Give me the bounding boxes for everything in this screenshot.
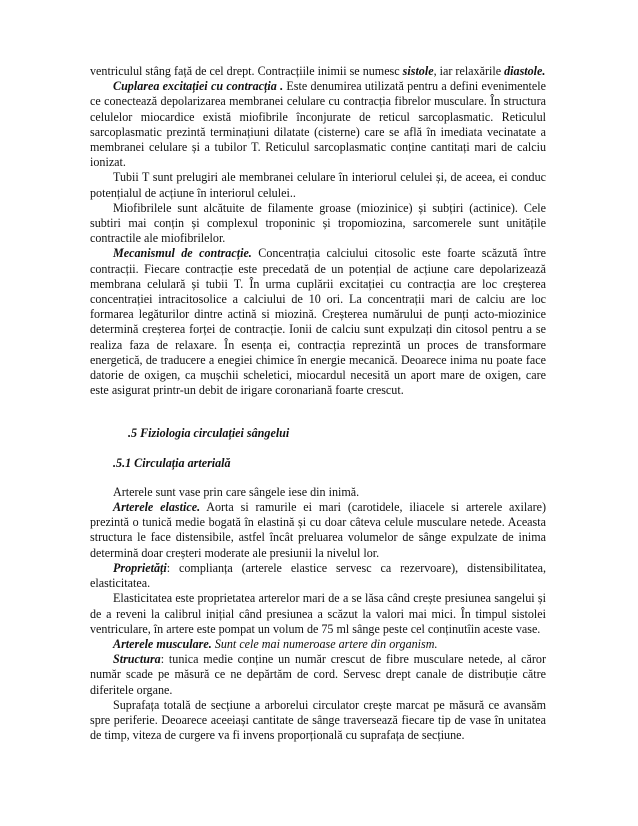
paragraph-structure <box>90 652 546 698</box>
paragraph-elastic-arteries <box>90 500 546 561</box>
paragraph-heading: Arterele musculare. <box>113 636 212 651</box>
paragraph-cross-section: Suprafața totală de secțiune a arborelui circulator crește marcat pe măsură ce avansăm spre periferie. Deoarece aceeiași cantitate de sânge traversează fiecare tip de vase în unitatea de timp, viteza de curgere va fi invens proporțională cu suprafața de secțiune. <box>90 697 546 743</box>
paragraph-body: Concentrația calciului citosolic este foarte scăzută între contracții. Fiecare contracție este precedată de un potențial de acțiune care depolarizează membrana celulară și tubii T. În urma cuplării excitației cu contracția are loc creșterea concentrației intracitosolice a calciului de 10 ori. La concentrații mari de calciu are loc formarea legăturilor dintre actină si miozină. Creșterea numărului de punți acto-miozinice determină creșterea forței de contracție. Ionii de calciu sunt expulzați din citosol pentru a se realiza faza de relaxare. În esența ei, contracția reprezintă un proces de transformare energetică, de traducere a enegiei chimice în energie mecanică. Deoarece inima nu poate face datorie de oxigen, ca mușchii scheletici, miocardul necesită un aport mare de oxigen, care este asigurat printr-un debit de irigare coronariană foarte crescut. <box>90 246 547 398</box>
text: , iar relaxările <box>433 64 505 78</box>
paragraph-heading: Cuplarea excitației cu contracția . <box>113 79 284 94</box>
paragraph-excitation-coupling <box>90 79 546 170</box>
paragraph-heading: Structura <box>113 652 161 667</box>
paragraph-muscular-arteries <box>90 637 546 652</box>
paragraph-elasticity: Elasticitatea este proprietatea arterelor mari de a se lăsa când crește presiunea sangelui și de a reveni la calibrul inițial când presiunea a scăzut la valori mai mici. În timpul sistolei ventriculare, în artere este pompat un volum de 75 ml sânge peste cel conținutîin aceste vase. <box>90 591 546 636</box>
paragraph-contraction-mechanism <box>90 246 546 398</box>
term-diastole: diastole. <box>504 64 546 78</box>
paragraph-body: Este denumirea utilizată pentru a defini evenimentele ce conectează depolarizarea membranei celulare cu contracția fibrelor musculare. În structura celulelor miocardice există miofibrile înconjurate de reticul sarcoplasmatic. Reticulul sarcoplasmatic prezintă terminațiuni dilatate (cisterne) care se află în imediata vecinatate a membranei celulare și a tubilor T. Reticulul sarcoplasmatic conține cantitați mari de calciu ionizat. <box>90 79 547 170</box>
paragraph-myofibrils: Miofibrilele sunt alcătuite de filamente groase (miozinice) și subțiri (actinice). Cele subtiri mai conțin și complexul troponinic și tropomiozina, sarcomerele sunt unitățile contractile ale miofibrilelor. <box>90 200 546 246</box>
subsection-title: .5.1 Circulația arterială <box>113 455 231 470</box>
paragraph-body: : tunica medie conține un număr crescut de fibre musculare netede, al căror număr scade pe măsură ce ne depărtăm de cord. Servesc drept canale de distribuție către diferitele organe. <box>90 652 546 697</box>
paragraph-t-tubules: Tubii T sunt prelugiri ale membranei celulare în interiorul celulei și, de aceea, ei conduc potențialul de acțiune în interiorul celulei.. <box>90 170 546 200</box>
text: ventriculul stâng față de cel drept. Contracțiile inimii se numesc <box>90 64 403 78</box>
paragraph-body: Sunt cele mai numeroase artere din organism. <box>211 636 438 651</box>
paragraph-body: : complianța (arterele elastice servesc ca rezervoare), distensibilitatea, elasticitatea. <box>90 560 546 591</box>
term-sistole: sistole <box>402 64 434 78</box>
paragraph-arteries-intro: Arterele sunt vase prin care sângele iese din inimă. <box>113 484 360 499</box>
paragraph-properties <box>90 561 546 591</box>
document-page <box>90 64 546 743</box>
paragraph-heading: Arterele elastice. <box>113 500 201 515</box>
paragraph-heading: Proprietăți <box>113 560 167 575</box>
paragraph-contractions <box>90 64 546 79</box>
section-title: .5 Fiziologia circulației sângelui <box>128 426 290 441</box>
paragraph-heading: Mecanismul de contracție. <box>113 246 252 261</box>
paragraph-body: Aorta si ramurile ei mari (carotidele, iliacele si arterele axilare) prezintă o tunică medie bogată în elastină și cu doar câteva celule musculare netede. Aceasta structura le face distensibile, astfel încât preluarea volumelor de sânge expulzate de inima determină doar creșteri moderate ale presiunii la nivelul lor. <box>90 500 546 560</box>
